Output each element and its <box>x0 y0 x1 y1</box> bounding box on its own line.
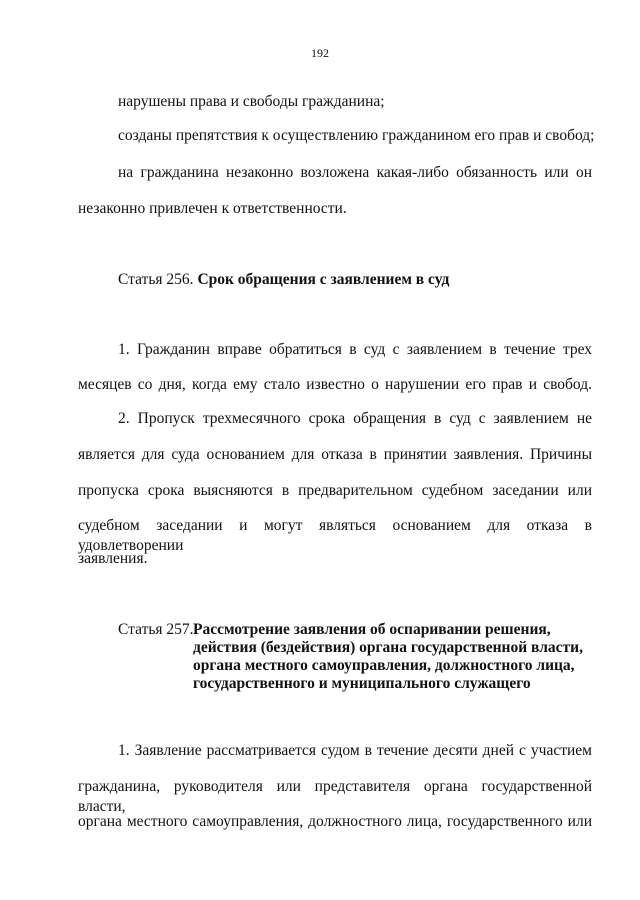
paragraph-line: пропуска срока выясняются в предварительном судебном заседании или <box>78 482 592 499</box>
article-257-title-line: действия (бездействия) органа государственной власти, <box>193 639 583 656</box>
paragraph-line: судебном заседании и могут являться основанием для отказа в удовлетворении <box>78 517 592 554</box>
list-item: созданы препятствия к осуществлению гражданином его прав и свобод; <box>118 127 595 144</box>
list-item-continuation: незаконно привлечен к ответственности. <box>78 200 347 217</box>
list-item: нарушены права и свободы гражданина; <box>118 93 385 110</box>
article-256-heading <box>118 270 449 290</box>
paragraph-line: является для суда основанием для отказа в принятии заявления. Причины <box>78 446 592 463</box>
paragraph-line: 1. Гражданин вправе обратиться в суд с заявлением в течение трех <box>118 341 592 358</box>
paragraph-line: 1. Заявление рассматривается судом в течение десяти дней с участием <box>118 742 592 759</box>
article-256-number: Статья 256. <box>118 271 194 288</box>
paragraph-line: 2. Пропуск трехмесячного срока обращения в суд с заявлением не <box>118 410 592 427</box>
list-item: на гражданина незаконно возложена какая-либо обязанность или он <box>118 164 592 181</box>
article-257-title-line: Рассмотрение заявления об оспаривании решения, <box>193 621 551 638</box>
page-number: 192 <box>311 46 329 60</box>
paragraph-line: месяцев со дня, когда ему стало известно о нарушении его прав и свобод. <box>78 376 592 393</box>
article-257-number: Статья 257. <box>118 621 194 638</box>
paragraph-line: органа местного самоуправления, должностного лица, государственного или <box>78 813 592 830</box>
paragraph-line: заявления. <box>78 550 148 567</box>
article-256-title: Срок обращения с заявлением в суд <box>197 271 450 288</box>
article-257-title-line: органа местного самоуправления, должностного лица, <box>193 657 575 674</box>
paragraph-line: гражданина, руководителя или представителя органа государственной власти, <box>78 778 592 815</box>
article-257-title-line: государственного и муниципального служащего <box>193 675 531 692</box>
